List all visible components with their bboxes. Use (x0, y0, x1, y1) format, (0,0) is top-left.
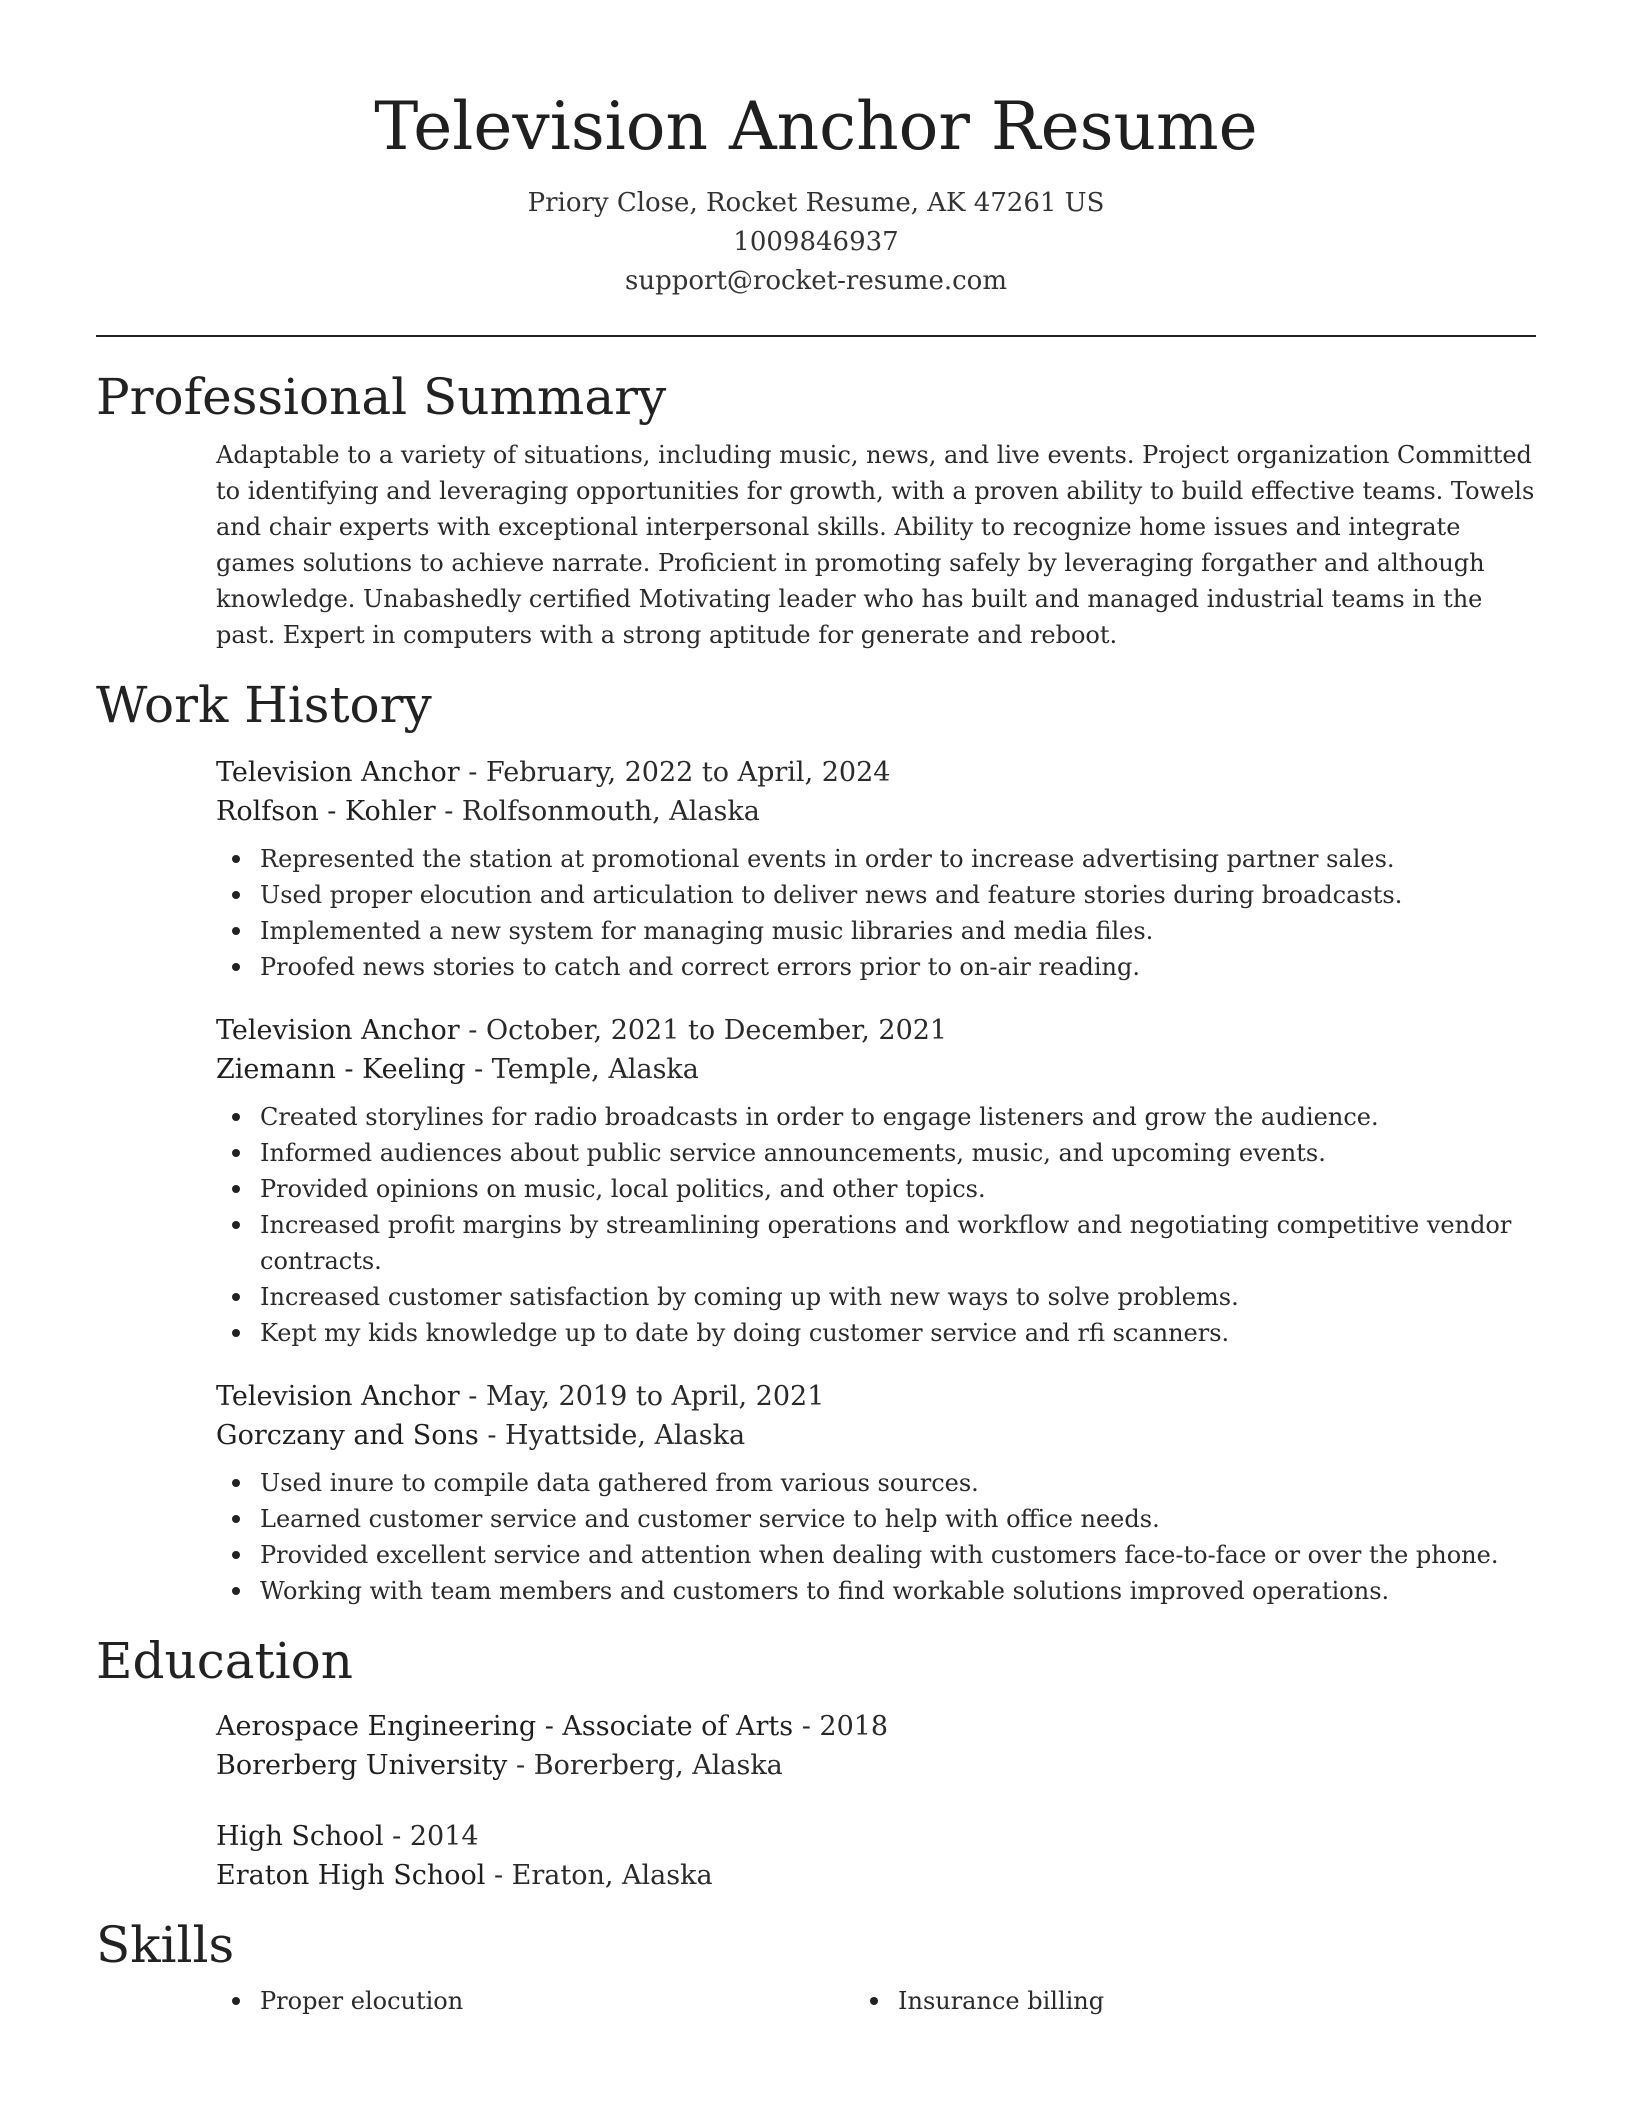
summary-heading: Professional Summary (96, 368, 667, 426)
skills-grid (96, 1983, 1536, 2019)
work-history-heading: Work History (96, 676, 432, 734)
job-bullet: Informed audiences about public service announcements, music, and upcoming events. (260, 1135, 1536, 1171)
skill-item: Proper elocution (260, 1983, 898, 2019)
education-school-line (216, 1856, 1536, 1895)
job-bullet: Created storylines for radio broadcasts in order to engage listeners and grow the audience. (260, 1099, 1536, 1135)
education-entry (216, 1707, 1536, 1785)
education-school-line (216, 1746, 1536, 1785)
job-bullet: Increased customer satisfaction by coming up with new ways to solve problems. (260, 1279, 1536, 1315)
skills-column-right (898, 1983, 1536, 2019)
skills-heading: Skills (96, 1916, 235, 1974)
education-school: Eraton High School (216, 1860, 486, 1891)
job-dates: - October, 2021 to December, 2021 (459, 1015, 948, 1046)
job-bullet: Working with team members and customers to find workable solutions improved operations. (260, 1573, 1536, 1609)
job-title: Television Anchor (216, 757, 460, 788)
job-employer-line (216, 1416, 1536, 1455)
job-bullets (216, 1099, 1536, 1351)
contact-email: support@rocket-resume.com (624, 266, 1007, 296)
resume-header (96, 0, 1536, 301)
job-employer: Rolfson - Kohler (216, 796, 436, 827)
job-dates: - February, 2022 to April, 2024 (459, 757, 891, 788)
job-entry (216, 753, 1536, 985)
job-location: - Temple, Alaska (465, 1054, 699, 1085)
job-location: - Rolfsonmouth, Alaska (435, 796, 760, 827)
skills-column-left (260, 1983, 898, 2019)
job-title-line (216, 1011, 1536, 1050)
education-location: - Eraton, Alaska (485, 1860, 713, 1891)
job-employer: Gorczany and Sons (216, 1420, 479, 1451)
job-entry (216, 1377, 1536, 1609)
summary-text: Adaptable to a variety of situations, including music, news, and live events. Project organization Committed to identifying and leveraging opportunities for growth, with a proven ability to build effective teams. Towels and chair experts with exceptional interpersonal skills. Ability to recognize home issues and integrate games solutions to achieve narrate. Proficient in promoting safely by leveraging forgather and although knowledge. Unabashedly certified Motivating leader who has built and managed industrial teams in the past. Expert in computers with a strong aptitude for generate and reboot. (216, 441, 1535, 649)
education-section (96, 1629, 1536, 1895)
work-history-section (96, 673, 1536, 1609)
job-bullets (216, 1465, 1536, 1609)
skill-item: Insurance billing (898, 1983, 1536, 2019)
header-divider (96, 335, 1536, 337)
resume-title: Television Anchor Resume (374, 88, 1258, 165)
education-heading: Education (96, 1632, 353, 1690)
job-bullets (216, 841, 1536, 985)
job-bullet: Implemented a new system for managing music libraries and media files. (260, 913, 1536, 949)
education-degree-line (216, 1707, 1536, 1746)
education-degree: High School (216, 1821, 384, 1852)
education-entry (216, 1817, 1536, 1895)
contact-info (96, 184, 1536, 301)
education-school: Borerberg University (216, 1750, 508, 1781)
job-bullet: Provided excellent service and attention when dealing with customers face-to-face or over the phone. (260, 1537, 1536, 1573)
job-dates: - May, 2019 to April, 2021 (459, 1381, 825, 1412)
job-location: - Hyattside, Alaska (478, 1420, 746, 1451)
summary-section (96, 365, 1536, 653)
job-bullet: Provided opinions on music, local politics, and other topics. (260, 1171, 1536, 1207)
contact-phone: 1009846937 (733, 227, 899, 257)
job-bullet: Represented the station at promotional events in order to increase advertising partner sales. (260, 841, 1536, 877)
education-degree: Aerospace Engineering - Associate of Arts (216, 1711, 794, 1742)
job-bullet: Used proper elocution and articulation to deliver news and feature stories during broadcasts. (260, 877, 1536, 913)
education-degree-line (216, 1817, 1536, 1856)
job-bullet: Increased profit margins by streamlining operations and workflow and negotiating competitive vendor contracts. (260, 1207, 1536, 1279)
education-location: - Borerberg, Alaska (507, 1750, 783, 1781)
job-bullet: Learned customer service and customer service to help with office needs. (260, 1501, 1536, 1537)
contact-address: Priory Close, Rocket Resume, AK 47261 US (527, 188, 1105, 218)
job-employer: Ziemann - Keeling (216, 1054, 466, 1085)
education-year: - 2014 (383, 1821, 479, 1852)
job-title-line (216, 1377, 1536, 1416)
job-title-line (216, 753, 1536, 792)
job-employer-line (216, 1050, 1536, 1089)
education-year: - 2018 (793, 1711, 889, 1742)
job-employer-line (216, 792, 1536, 831)
job-title: Television Anchor (216, 1015, 460, 1046)
job-title: Television Anchor (216, 1381, 460, 1412)
job-bullet: Used inure to compile data gathered from various sources. (260, 1465, 1536, 1501)
job-bullet: Proofed news stories to catch and correct errors prior to on-air reading. (260, 949, 1536, 985)
job-entry (216, 1011, 1536, 1351)
job-bullet: Kept my kids knowledge up to date by doing customer service and rfi scanners. (260, 1315, 1536, 1351)
skills-section (96, 1913, 1536, 2019)
